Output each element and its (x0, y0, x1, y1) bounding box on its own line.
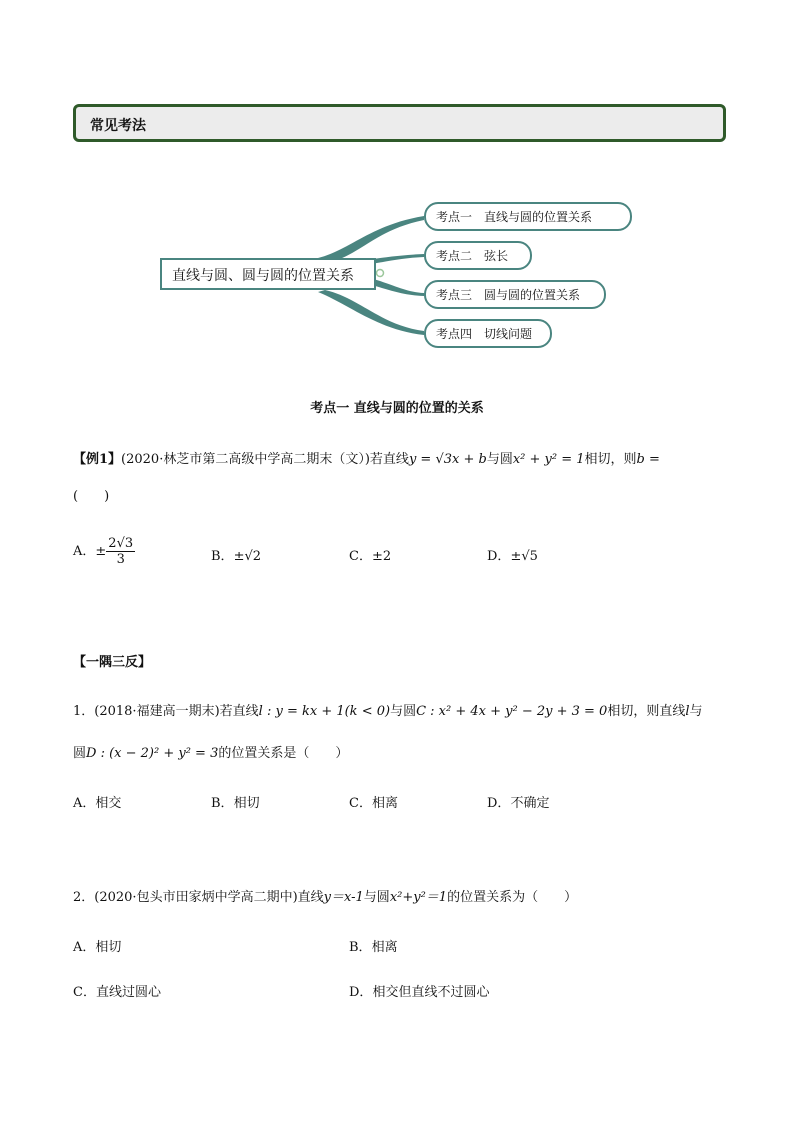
question-1-line1: 1．(2018·福建高一期末)若直线l : y = kx + 1(k < 0)与圆C : x² + 4x + y² − 2y + 3 = 0相切，则直线l与 (73, 704, 703, 719)
q2-option-c: C．直线过圆心 (73, 985, 161, 1000)
mindmap-branch-2: 考点二 弦长 (424, 241, 532, 270)
q1-option-b: B．相切 (211, 796, 260, 811)
question-2-source: (2020·包头市田家炳中学高二期中) (94, 890, 298, 905)
equation-line: y = √3x + b (408, 452, 487, 467)
section-title: 考点一 直线与圆的位置的关系 (310, 401, 484, 416)
option-d: D．±√5 (487, 549, 538, 564)
q2-option-d: D．相交但直线不过圆心 (349, 985, 490, 1000)
question-1-source: (2018·福建高一期末) (94, 704, 220, 719)
practice-heading: 【一隅三反】 (73, 655, 152, 670)
mindmap-collapse-dot (377, 270, 384, 277)
q2-option-b: B．相离 (349, 940, 398, 955)
equation-circle: x² + y² = 1 (512, 452, 585, 467)
mindmap-connector-3 (368, 278, 424, 296)
mindmap-branch-4: 考点四 切线问题 (424, 319, 552, 348)
option-b: B．±√2 (211, 549, 262, 564)
example-label: 【例1】 (73, 452, 122, 467)
option-c: C．±2 (349, 549, 392, 564)
mindmap-root: 直线与圆、圆与圆的位置关系 (160, 258, 376, 290)
example-1-line1: 【例1】(2020·林芝市第二高级中学高二期末（文）)若直线y = √3x + b与圆x² + y² = 1相切，则b = (73, 452, 660, 467)
mindmap-connector-4 (318, 290, 424, 335)
section-header-title: 常见考法 (90, 118, 146, 134)
fraction: $\frac{2√3}{3}$ (108, 536, 134, 567)
question-1-line2: 圆D : (x − 2)² + y² = 3的位置关系是（ ） (73, 746, 349, 761)
q1-option-a: A．相交 (73, 796, 122, 811)
example-source: (2020·林芝市第二高级中学高二期末（文）) (121, 452, 370, 467)
mindmap-branch-1: 考点一 直线与圆的位置关系 (424, 202, 632, 231)
mindmap-connectors (0, 0, 794, 420)
mindmap-branch-3: 考点三 圆与圆的位置关系 (424, 280, 606, 309)
example-1-paren: ( ) (73, 489, 110, 504)
option-a: A．± $\frac{2√3}{3}$ (73, 536, 134, 567)
q2-option-a: A．相切 (73, 940, 122, 955)
question-2-line1: 2．(2020·包头市田家炳中学高二期中)直线y＝x-1与圆x²+y²＝1的位置关系为（ ） (73, 890, 578, 905)
q1-option-d: D．不确定 (487, 796, 550, 811)
q1-option-c: C．相离 (349, 796, 398, 811)
